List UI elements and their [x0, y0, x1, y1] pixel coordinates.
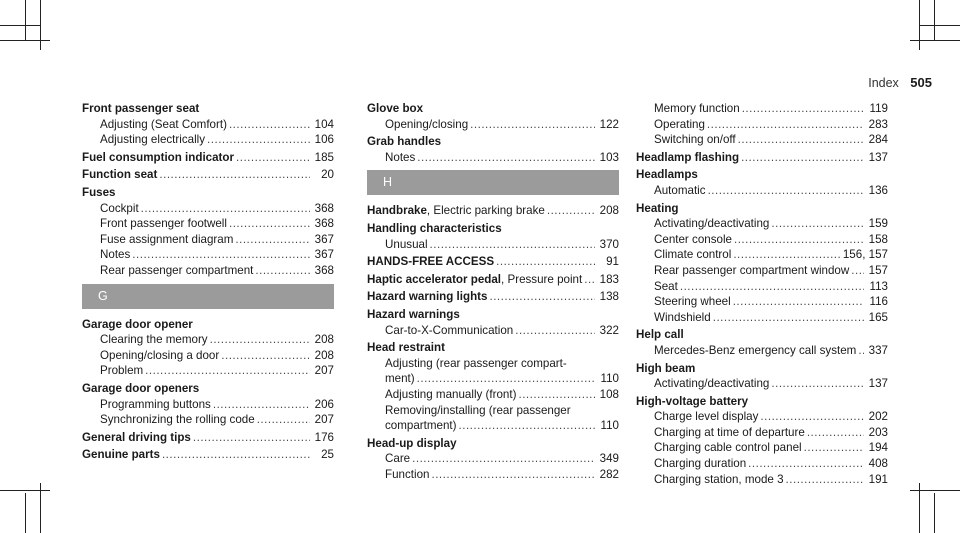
subentry[interactable] — [367, 323, 619, 339]
page-ref[interactable]: 368 — [314, 217, 334, 231]
page-ref[interactable]: 208 — [314, 333, 334, 347]
page-ref[interactable]: 337 — [868, 343, 888, 357]
index-entry-continued — [636, 101, 888, 148]
subentry-text: Programming buttons — [100, 397, 211, 411]
index-entry-heading[interactable] — [367, 272, 619, 288]
subentry[interactable] — [636, 279, 888, 295]
index-entry-heading[interactable] — [636, 150, 888, 166]
crop-mark — [0, 25, 40, 26]
subentry-text: Notes — [385, 150, 416, 164]
leader-dots — [851, 263, 864, 279]
page-ref[interactable]: 138 — [599, 290, 619, 304]
subentry-text: ment) — [385, 372, 415, 386]
leader-dots — [229, 216, 310, 232]
subentry[interactable] — [636, 343, 888, 359]
page-ref[interactable]: 185 — [314, 150, 334, 164]
entry-title: Headlamp flashing — [636, 150, 740, 164]
subentry[interactable] — [636, 183, 888, 199]
entry-title: Handbrake — [367, 204, 427, 218]
leader-dots — [742, 101, 864, 117]
subentry-text: Windshield — [654, 310, 711, 324]
subentry-text-line: Adjusting (rear passenger compart- — [385, 356, 567, 370]
leader-dots — [193, 430, 310, 446]
index-entry — [367, 436, 619, 483]
subentry-text: Care — [385, 452, 411, 466]
subentry[interactable] — [367, 371, 619, 387]
subentry-text: Rear passenger compartment — [100, 263, 254, 277]
leader-dots — [159, 167, 310, 183]
page-ref[interactable]: 367 — [314, 248, 334, 262]
subentry-text: Adjusting electrically — [100, 133, 206, 147]
leader-dots — [771, 376, 864, 392]
leader-dots — [145, 363, 310, 379]
page-ref[interactable]: 208 — [599, 204, 619, 218]
page-ref[interactable]: 282 — [599, 467, 619, 481]
entry-title: Hazard warning lights — [367, 290, 488, 304]
index-entry — [367, 289, 619, 305]
subentry-text: Climate control — [654, 248, 732, 262]
index-entry — [367, 272, 619, 288]
page-ref[interactable]: 322 — [599, 323, 619, 337]
entry-title: Handling characteristics — [367, 221, 502, 235]
subentry[interactable] — [367, 150, 619, 166]
subentry-text: Car-to-X-Communication — [385, 323, 514, 337]
leader-dots — [738, 132, 864, 148]
subentry[interactable] — [636, 440, 888, 456]
subentry-text: Charging at time of departure — [654, 425, 805, 439]
subentry[interactable] — [636, 376, 888, 392]
page-ref[interactable]: 206 — [314, 397, 334, 411]
subentry[interactable] — [82, 397, 334, 413]
index-entry — [82, 381, 334, 428]
index-entry-heading[interactable] — [82, 150, 334, 166]
page-ref[interactable]: 176 — [314, 430, 334, 444]
index-column-1 — [82, 101, 334, 465]
index-entry — [636, 394, 888, 488]
crop-mark — [40, 483, 41, 533]
page-ref[interactable]: 368 — [314, 201, 334, 215]
subentry-text: Adjusting manually (front) — [385, 387, 517, 401]
crop-mark — [0, 40, 50, 41]
page-ref[interactable]: 367 — [314, 232, 334, 246]
entry-title: Headlamps — [636, 168, 698, 182]
leader-dots — [748, 456, 864, 472]
entry-title: Front passenger seat — [82, 102, 200, 115]
leader-dots — [707, 117, 864, 133]
page-ref[interactable]: 113 — [869, 279, 888, 293]
subentry[interactable] — [367, 418, 619, 434]
entry-title: General driving tips — [82, 430, 191, 444]
page-ref[interactable]: 158 — [868, 232, 888, 246]
page-ref[interactable]: 368 — [314, 263, 334, 277]
leader-dots — [235, 232, 310, 248]
subentry-text-line: Removing/installing (rear passenger — [385, 403, 571, 417]
subentry-text: Activating/deactivating — [654, 217, 770, 231]
page-ref[interactable]: 349 — [599, 452, 619, 466]
index-entry — [367, 254, 619, 270]
subentry[interactable] — [636, 310, 888, 326]
index-entry — [636, 167, 888, 198]
page-header — [868, 75, 932, 90]
index-entry — [636, 150, 888, 166]
subentry-text: Opening/closing — [385, 117, 469, 131]
page-ref[interactable]: 106 — [314, 133, 334, 147]
page-ref[interactable]: 25 — [321, 448, 334, 462]
subentry[interactable] — [636, 425, 888, 441]
page-ref[interactable]: 408 — [868, 457, 888, 471]
crop-mark — [0, 490, 50, 491]
index-entry — [636, 201, 888, 326]
subentry[interactable] — [82, 132, 334, 148]
page-ref[interactable]: 284 — [868, 133, 888, 147]
leader-dots — [680, 279, 864, 295]
leader-dots — [518, 387, 595, 403]
entry-title: Heating — [636, 201, 679, 215]
leader-dots — [132, 247, 310, 263]
index-entry — [82, 167, 334, 183]
index-entry — [367, 340, 619, 434]
leader-dots — [741, 150, 864, 166]
subentry-text: Front passenger footwell — [100, 217, 227, 231]
page-ref[interactable]: 207 — [314, 364, 334, 378]
subentry[interactable] — [636, 409, 888, 425]
page-ref[interactable]: 122 — [599, 117, 619, 131]
page-ref[interactable]: 110 — [600, 419, 619, 433]
entry-title: Garage door opener — [82, 317, 193, 331]
subentry[interactable] — [636, 294, 888, 310]
index-entry — [367, 203, 619, 219]
subentry-text: Function — [385, 467, 430, 481]
entry-title: Fuses — [82, 185, 116, 199]
crop-mark — [920, 25, 960, 26]
leader-dots — [771, 216, 864, 232]
subentry[interactable] — [367, 387, 619, 403]
subentry[interactable] — [82, 216, 334, 232]
entry-title: Haptic accelerator pedal — [367, 272, 502, 286]
index-entry — [82, 430, 334, 446]
entry-title: Head restraint — [367, 341, 445, 355]
leader-dots — [459, 418, 595, 434]
entry-title: Grab handles — [367, 135, 442, 149]
subentry-text: Synchronizing the rolling code — [100, 413, 255, 427]
page-ref[interactable]: 191 — [868, 472, 888, 486]
subentry[interactable] — [82, 332, 334, 348]
entry-suffix: , Pressure point — [501, 272, 583, 286]
leader-dots — [515, 323, 595, 339]
index-entry-heading[interactable] — [367, 203, 619, 219]
section-title: Index — [868, 76, 899, 90]
page-ref[interactable]: 91 — [606, 255, 619, 269]
page-ref[interactable]: 207 — [314, 413, 334, 427]
subentry-text: Notes — [100, 248, 131, 262]
subentry[interactable] — [636, 216, 888, 232]
page-ref[interactable]: 159 — [868, 217, 888, 231]
subentry-text: Opening/closing a door — [100, 348, 220, 362]
index-entry — [82, 447, 334, 463]
page-ref[interactable]: 370 — [599, 237, 619, 251]
subentry-text: Adjusting (Seat Comfort) — [100, 117, 227, 131]
entry-title: Glove box — [367, 102, 424, 115]
leader-dots — [733, 247, 841, 263]
subentry-text: Switching on/off — [654, 133, 736, 147]
index-entry-heading[interactable] — [367, 289, 619, 305]
page-ref[interactable]: 165 — [868, 310, 888, 324]
index-column-3 — [636, 101, 888, 489]
index-entry-heading[interactable] — [82, 167, 334, 183]
page-ref[interactable]: 104 — [314, 117, 334, 131]
subentry[interactable] — [82, 263, 334, 279]
subentry-text: Seat — [654, 279, 678, 293]
page-ref[interactable]: 110 — [600, 372, 619, 386]
subentry[interactable] — [82, 232, 334, 248]
leader-dots — [221, 348, 310, 364]
leader-dots — [431, 467, 595, 483]
entry-title: Function seat — [82, 168, 158, 182]
index-entry — [367, 134, 619, 165]
subentry-text: Clearing the memory — [100, 333, 208, 347]
entry-title: Genuine parts — [82, 448, 160, 462]
crop-mark — [25, 493, 26, 533]
subentry[interactable] — [367, 237, 619, 253]
page-ref[interactable]: 157 — [868, 263, 888, 277]
leader-dots — [858, 343, 864, 359]
entry-title: Head-up display — [367, 436, 457, 450]
subentry[interactable] — [82, 117, 334, 133]
index-entry-heading[interactable] — [367, 254, 619, 270]
page-ref[interactable]: 283 — [868, 117, 888, 131]
subentry[interactable] — [367, 451, 619, 467]
subentry-text: Charging station, mode 3 — [654, 472, 784, 486]
subentry[interactable] — [636, 117, 888, 133]
leader-dots — [760, 409, 864, 425]
leader-dots — [584, 272, 595, 288]
entry-suffix: , Electric parking brake — [426, 204, 545, 218]
page-ref[interactable]: 208 — [314, 348, 334, 362]
page-ref[interactable]: 183 — [599, 272, 619, 286]
subentry-text: Charging duration — [654, 457, 747, 471]
leader-dots — [804, 440, 864, 456]
entry-title: HANDS-FREE ACCESS — [367, 255, 495, 269]
page-ref[interactable]: 108 — [599, 387, 619, 401]
leader-dots — [713, 310, 864, 326]
subentry-text: Activating/deactivating — [654, 377, 770, 391]
leader-dots — [207, 132, 310, 148]
subentry[interactable] — [82, 201, 334, 217]
index-entry — [367, 307, 619, 338]
leader-dots — [496, 254, 595, 270]
leader-dots — [417, 371, 595, 387]
subentry-text: compartment) — [385, 419, 457, 433]
leader-dots — [734, 232, 864, 248]
subentry[interactable] — [82, 247, 334, 263]
subentry-text: Fuse assignment diagram — [100, 232, 234, 246]
crop-mark — [934, 493, 935, 533]
leader-dots — [489, 289, 595, 305]
index-entry-heading[interactable] — [82, 430, 334, 446]
page-ref[interactable]: 103 — [599, 150, 619, 164]
subentry[interactable] — [636, 456, 888, 472]
leader-dots — [708, 183, 864, 199]
page-ref[interactable]: 203 — [868, 425, 888, 439]
leader-dots — [430, 237, 595, 253]
index-entry — [82, 317, 334, 379]
leader-dots — [412, 451, 595, 467]
entry-title: High beam — [636, 361, 696, 375]
subentry[interactable] — [82, 363, 334, 379]
subentry-text: Mercedes-Benz emergency call system — [654, 343, 857, 357]
subentry-text: Operating — [654, 117, 705, 131]
leader-dots — [257, 412, 310, 428]
subentry-text: Steering wheel — [654, 295, 731, 309]
leader-dots — [213, 397, 310, 413]
entry-title: Garage door openers — [82, 381, 200, 395]
index-entry — [82, 185, 334, 279]
subentry[interactable] — [367, 117, 619, 133]
leader-dots — [470, 117, 595, 133]
page-ref[interactable]: 137 — [868, 150, 888, 164]
subentry[interactable] — [636, 263, 888, 279]
letter-divider: H — [367, 170, 619, 195]
letter-divider: G — [82, 284, 334, 309]
leader-dots — [547, 203, 595, 219]
index-entry-heading[interactable] — [82, 447, 334, 463]
subentry[interactable] — [82, 348, 334, 364]
entry-title: Help call — [636, 328, 684, 342]
subentry[interactable] — [82, 412, 334, 428]
page-ref[interactable]: 116 — [869, 295, 888, 309]
leader-dots — [210, 332, 310, 348]
leader-dots — [236, 150, 310, 166]
page-ref[interactable]: 136 — [868, 183, 888, 197]
leader-dots — [417, 150, 595, 166]
leader-dots — [786, 472, 864, 488]
entry-title: High-voltage battery — [636, 394, 749, 408]
subentry-text: Rear passenger compartment window — [654, 263, 850, 277]
subentry[interactable] — [636, 132, 888, 148]
index-entry — [367, 221, 619, 252]
subentry[interactable] — [636, 232, 888, 248]
page-number: 505 — [910, 75, 932, 90]
subentry-text: Problem — [100, 364, 144, 378]
entry-title: Fuel consumption indicator — [82, 150, 235, 164]
subentry-text: Cockpit — [100, 201, 139, 215]
leader-dots — [141, 201, 310, 217]
index-entry — [82, 101, 334, 148]
page-ref[interactable]: 20 — [321, 168, 334, 182]
crop-mark — [910, 490, 960, 491]
subentry-text: Charge level display — [654, 410, 759, 424]
subentry[interactable] — [367, 467, 619, 483]
subentry[interactable] — [636, 472, 888, 488]
page-ref[interactable]: 194 — [868, 441, 888, 455]
page-ref[interactable]: 137 — [868, 377, 888, 391]
leader-dots — [162, 447, 310, 463]
subentry[interactable] — [636, 247, 888, 263]
index-entry — [367, 101, 619, 132]
subentry-text: Unusual — [385, 237, 428, 251]
index-column-2 — [367, 101, 619, 484]
crop-mark — [934, 0, 935, 40]
page-ref[interactable]: 119 — [869, 102, 888, 115]
index-entry — [636, 361, 888, 392]
subentry-text: Center console — [654, 232, 732, 246]
leader-dots — [255, 263, 310, 279]
leader-dots — [229, 117, 310, 133]
subentry[interactable] — [636, 101, 888, 117]
subentry-text: Automatic — [654, 183, 706, 197]
index-entry — [636, 327, 888, 358]
crop-mark — [25, 0, 26, 40]
subentry-text: Charging cable control panel — [654, 441, 802, 455]
subentry-text: Memory function — [654, 102, 740, 115]
index-entry — [82, 150, 334, 166]
crop-mark — [919, 483, 920, 533]
crop-mark — [910, 40, 960, 41]
leader-dots — [807, 425, 864, 441]
leader-dots — [733, 294, 864, 310]
page-ref[interactable]: 156, 157 — [842, 248, 888, 262]
page-ref[interactable]: 202 — [868, 410, 888, 424]
entry-title: Hazard warnings — [367, 307, 460, 321]
crop-mark — [40, 0, 41, 50]
